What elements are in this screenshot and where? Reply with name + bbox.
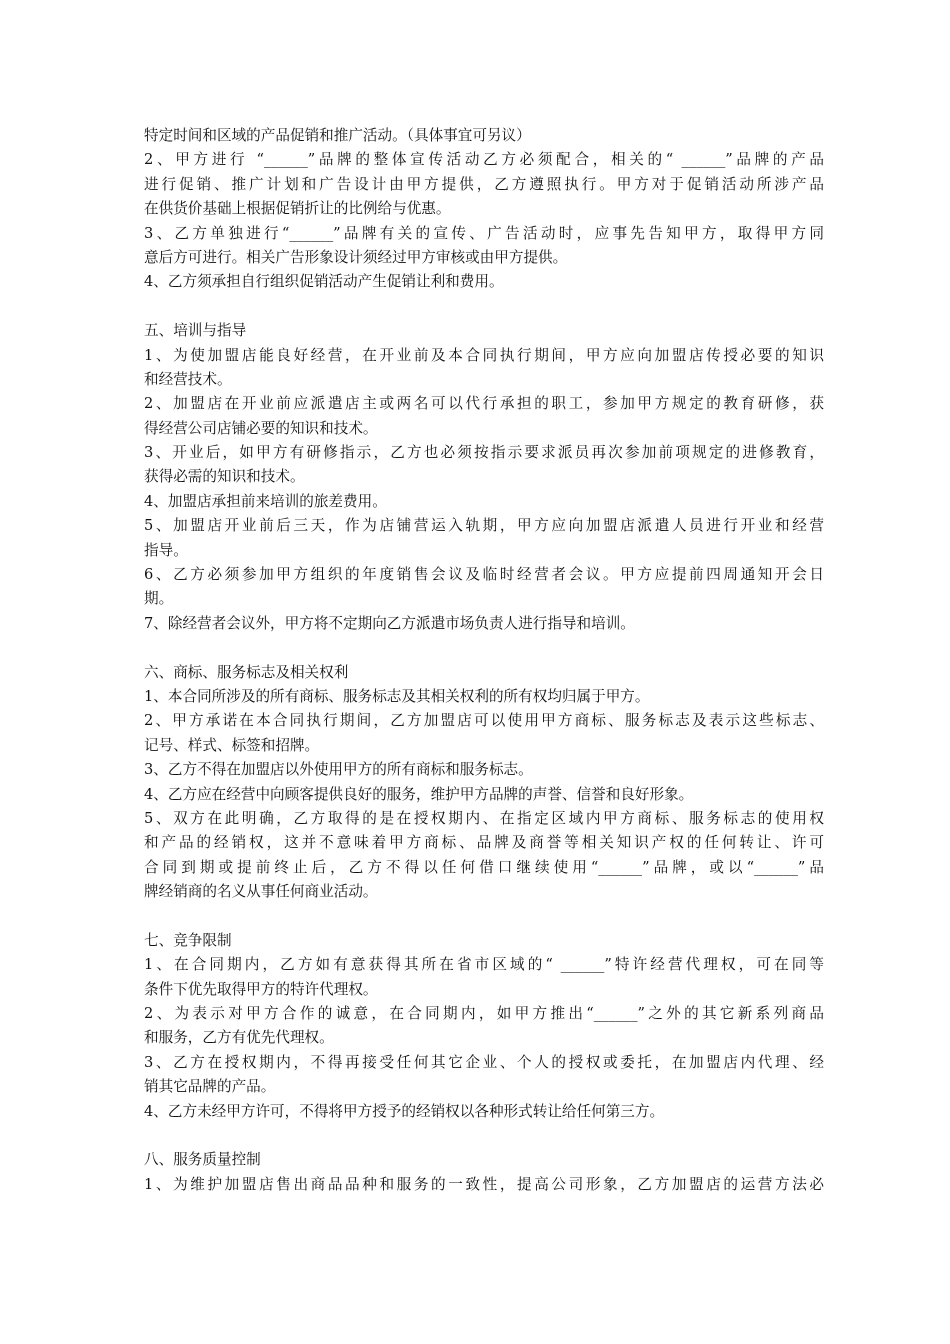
paragraph-gap [144,636,824,660]
text-line: 获得必需的知识和技术。 [144,468,305,486]
section-heading: 七、竞争限制 [144,931,232,949]
document-body [144,124,824,1197]
text-line: 1、为使加盟店能良好经营，在开业前及本合同执行期间，甲方应向加盟店传授必要的知识 [144,346,824,364]
section-heading: 五、培训与指导 [144,322,247,340]
text-line: 和经营技术。 [144,370,232,388]
text-line: 6、乙方必须参加甲方组织的年度销售会议及临时经营者会议。甲方应提前四周通知开会日 [144,566,824,584]
text-line: 3、乙方不得在加盟店以外使用甲方的所有商标和服务标志。 [144,761,533,779]
text-line: 合同到期或提前终止后，乙方不得以任何借口继续使用“______”品牌，或以“______”品 [144,858,824,876]
text-line: 4、加盟店承担前来培训的旅差费用。 [144,492,387,510]
text-line: 5、双方在此明确，乙方取得的是在授权期内、在指定区域内甲方商标、服务标志的使用权 [144,809,824,827]
text-line: 牌经销商的名义从事任何商业活动。 [144,883,378,901]
text-line: 3、乙方单独进行“______”品牌有关的宣传、广告活动时，应事先告知甲方，取得甲方同 [144,224,824,242]
text-line: 2、甲方进行 “______”品牌的整体宣传活动乙方必须配合，相关的“ ______”品牌的产品 [144,151,824,169]
section-s6 [144,661,824,905]
text-line: 5、加盟店开业前后三天，作为店铺营运入轨期，甲方应向加盟店派遣人员进行开业和经营 [144,517,824,535]
text-line: 3、开业后，如甲方有研修指示，乙方也必须按指示要求派员再次参加前项规定的进修教育， [144,444,824,462]
text-line: 1、本合同所涉及的所有商标、服务标志及其相关权利的所有权均归属于甲方。 [144,687,650,705]
text-line: 在供货价基础上根据促销折让的比例给与优惠。 [144,200,451,218]
text-line: 4、乙方须承担自行组织促销活动产生促销让利和费用。 [144,273,504,291]
text-line: 和服务，乙方有优先代理权。 [144,1029,334,1047]
text-line: 条件下优先取得甲方的特许代理权。 [144,980,378,998]
section-s7 [144,929,824,1124]
text-line: 2、加盟店在开业前应派遣店主或两名可以代行承担的职工，参加甲方规定的教育研修，获 [144,395,824,413]
text-line: 2、为表示对甲方合作的诚意，在合同期内，如甲方推出“______”之外的其它新系列商品 [144,1005,824,1023]
section-s4-tail [144,124,824,295]
text-line: 得经营公司店铺必要的知识和技术。 [144,419,378,437]
text-line: 期。 [144,590,174,608]
text-line: 销其它品牌的产品。 [144,1078,276,1096]
text-line: 特定时间和区域的产品促销和推广活动。（具体事宜可另议） [144,127,531,144]
section-heading: 六、商标、服务标志及相关权利 [144,663,349,681]
text-line: 指导。 [144,541,188,559]
section-s8 [144,1148,824,1197]
paragraph-gap [144,905,824,929]
section-s5 [144,319,824,636]
text-line: 2、甲方承诺在本合同执行期间，乙方加盟店可以使用甲方商标、服务标志及表示这些标志、 [144,712,824,730]
text-line: 4、乙方应在经营中向顾客提供良好的服务，维护甲方品牌的声誉、信誉和良好形象。 [144,785,694,803]
text-line: 3、乙方在授权期内，不得再接受任何其它企业、个人的授权或委托，在加盟店内代理、经 [144,1053,824,1071]
text-line: 记号、样式、标签和招牌。 [144,736,320,754]
text-line: 和产品的经销权，这并不意味着甲方商标、品牌及商誉等相关知识产权的任何转让、许可 [144,834,824,852]
text-line: 1、为维护加盟店售出商品品种和服务的一致性，提高公司形象，乙方加盟店的运营方法必 [144,1175,824,1193]
paragraph-gap [144,1124,824,1148]
text-line: 4、乙方未经甲方许可，不得将甲方授予的经销权以各种形式转让给任何第三方。 [144,1102,665,1120]
section-heading: 八、服务质量控制 [144,1151,261,1169]
text-line: 意后方可进行。相关广告形象设计须经过甲方审核或由甲方提供。 [144,248,568,266]
text-line: 7、除经营者会议外，甲方将不定期向乙方派遣市场负责人进行指导和培训。 [144,614,635,632]
text-line: 进行促销、推广计划和广告设计由甲方提供，乙方遵照执行。甲方对于促销活动所涉产品 [144,175,824,193]
paragraph-gap [144,295,824,319]
text-line: 1、在合同期内，乙方如有意获得其所在省市区域的“ ______”特许经营代理权，可在同等 [144,956,824,974]
